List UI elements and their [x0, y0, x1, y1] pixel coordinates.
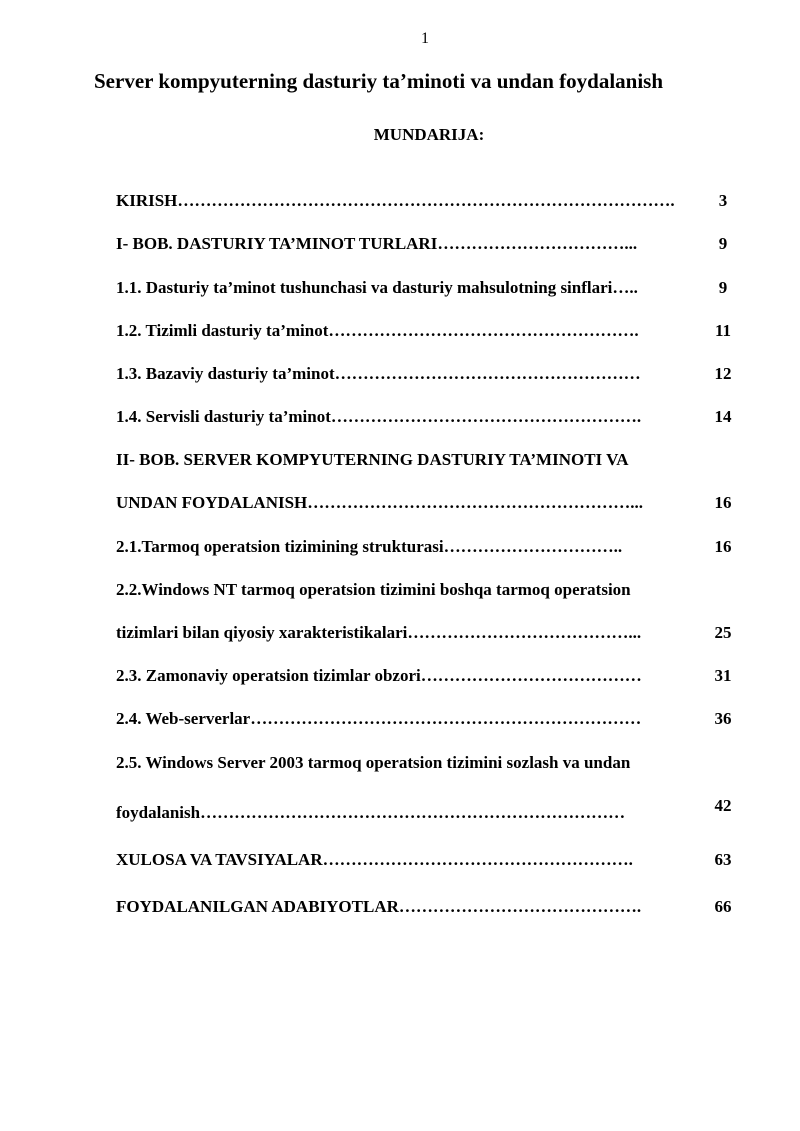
toc-entry-text: FOYDALANILGAN ADABIYOTLAR……………………………………. [116, 897, 642, 916]
toc-entry-page: 36 [714, 709, 732, 728]
toc-entry-page: 42 [714, 796, 732, 815]
toc-entry-page: 66 [714, 897, 732, 916]
toc-entry-text: 1.3. Bazaviy dasturiy ta’minot……………………………………………… [116, 364, 641, 383]
toc-entry-text: 1.1. Dasturiy ta’minot tushunchasi va dasturiy mahsulotning sinflari….. [116, 278, 638, 297]
toc-entry-text: 2.5. Windows Server 2003 tarmoq operatsion tizimini sozlash va undan [116, 753, 631, 772]
toc-entry-page: 63 [714, 850, 732, 869]
toc-entry-page: 9 [718, 278, 728, 297]
toc-entry-text: XULOSA VA TAVSIYALAR………………………………………………. [116, 850, 633, 869]
toc-heading: MUNDARIJA: [373, 125, 485, 144]
toc-entry-text: I- BOB. DASTURIY TA’MINOT TURLARI……………………………... [116, 234, 638, 253]
toc-entry-text: 2.3. Zamonaviy operatsion tizimlar obzori………………………………… [116, 666, 642, 685]
toc-entry-page: 3 [718, 191, 728, 210]
toc-entry-text: 2.2.Windows NT tarmoq operatsion tizimini boshqa tarmoq operatsion [116, 580, 631, 599]
toc-entry-page: 14 [714, 407, 732, 426]
toc-entry-text: 1.4. Servisli dasturiy ta’minot………………………………………………. [116, 407, 642, 426]
toc-entry-text: 1.2. Tizimli dasturiy ta’minot………………………………………………. [116, 321, 639, 340]
toc-entry-page: 16 [714, 493, 732, 512]
page-number: 1 [421, 30, 429, 47]
toc-entry-text: 2.1.Tarmoq operatsion tizimining strukturasi………………………….. [116, 537, 623, 556]
toc-entry-page: 12 [714, 364, 732, 383]
toc-entry-text: II- BOB. SERVER KOMPYUTERNING DASTURIY TA’MINOTI VA [116, 450, 629, 469]
toc-entry-page: 11 [714, 321, 732, 340]
toc-entry-text: tizimlari bilan qiyosiy xarakteristikalari…………………………………... [116, 623, 642, 642]
toc-entry-page: 16 [714, 537, 732, 556]
toc-entry-page: 9 [718, 234, 728, 253]
toc-entry-page: 31 [714, 666, 732, 685]
toc-entry-text: KIRISH……………………………………………………………………………. [116, 191, 675, 210]
toc-entry-page: 25 [714, 623, 732, 642]
toc-entry-text: UNDAN FOYDALANISH…………………………………………………... [116, 493, 644, 512]
toc-entry-text: 2.4. Web-serverlar…………………………………………………………… [116, 709, 642, 728]
toc-entry-text: foydalanish………………………………………………………………… [116, 803, 626, 822]
document-title: Server kompyuterning dasturiy ta’minoti va undan foydalanish [94, 69, 664, 93]
